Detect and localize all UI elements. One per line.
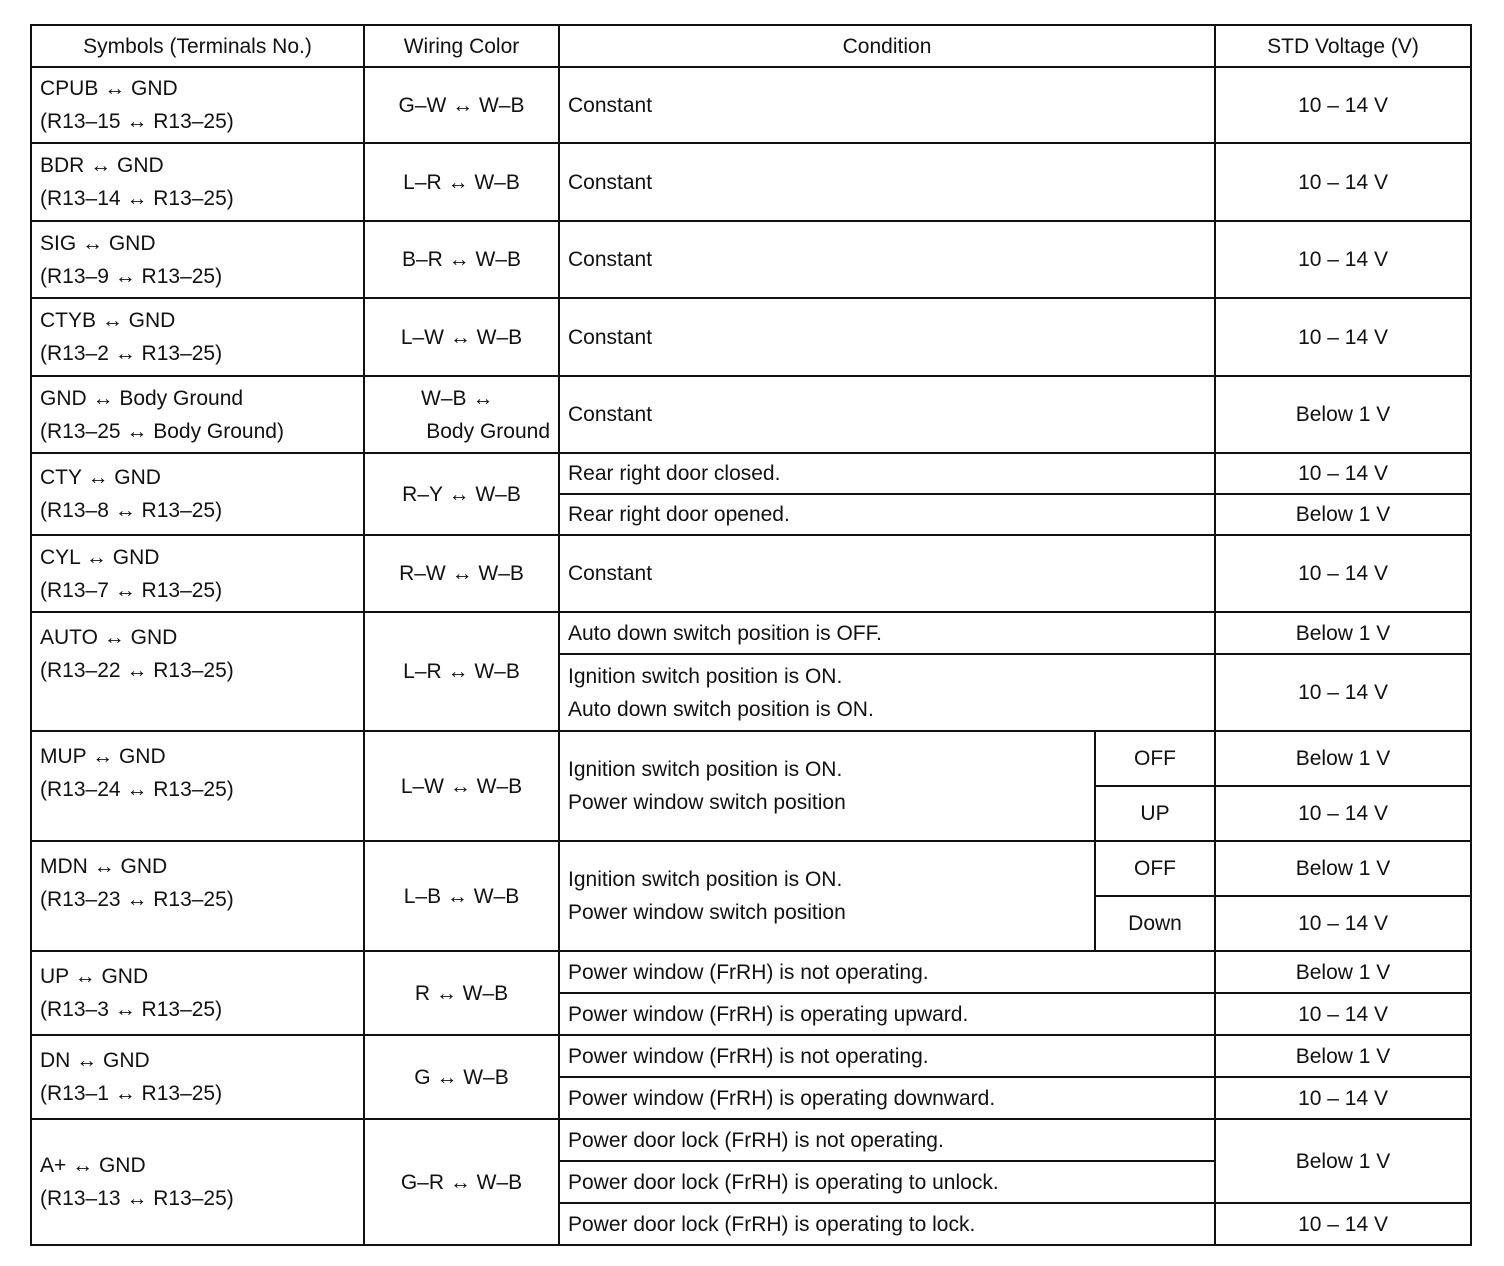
table-row xyxy=(31,221,1471,298)
table-row xyxy=(31,143,1471,221)
table-row xyxy=(31,1035,1471,1077)
terminal-voltage-table xyxy=(30,24,1472,1246)
table-row xyxy=(31,453,1471,494)
voltage-cell: 10 – 14 V xyxy=(1215,453,1471,494)
switch-position-cell: UP xyxy=(1095,786,1215,841)
condition-cell: Power door lock (FrRH) is operating to lock. xyxy=(559,1203,1215,1245)
wiring-cell: L–W ↔ W–B xyxy=(364,298,559,376)
condition-cell: Constant xyxy=(559,298,1215,376)
voltage-cell: Below 1 V xyxy=(1215,494,1471,535)
voltage-cell: 10 – 14 V xyxy=(1215,896,1471,951)
condition-cell: Ignition switch position is ON. Power window switch position xyxy=(559,731,1095,841)
symbol-cell: MUP ↔ GND (R13–24 ↔ R13–25) xyxy=(31,731,364,841)
symbol-cell: MDN ↔ GND (R13–23 ↔ R13–25) xyxy=(31,841,364,951)
wiring-cell: G–W ↔ W–B xyxy=(364,67,559,143)
table-row xyxy=(31,298,1471,376)
table-row xyxy=(31,731,1471,786)
symbol-cell: CTY ↔ GND (R13–8 ↔ R13–25) xyxy=(31,453,364,535)
voltage-cell: 10 – 14 V xyxy=(1215,298,1471,376)
symbol-cell: GND ↔ Body Ground (R13–25 ↔ Body Ground) xyxy=(31,376,364,453)
condition-cell: Rear right door opened. xyxy=(559,494,1215,535)
table-row xyxy=(31,612,1471,654)
wiring-cell: R ↔ W–B xyxy=(364,951,559,1035)
header-std-voltage: STD Voltage (V) xyxy=(1215,25,1471,67)
wiring-cell: L–R ↔ W–B xyxy=(364,612,559,731)
wiring-cell: R–W ↔ W–B xyxy=(364,535,559,612)
voltage-cell: Below 1 V xyxy=(1215,841,1471,896)
symbol-cell: SIG ↔ GND (R13–9 ↔ R13–25) xyxy=(31,221,364,298)
voltage-cell: 10 – 14 V xyxy=(1215,1203,1471,1245)
condition-cell: Power door lock (FrRH) is not operating. xyxy=(559,1119,1215,1161)
table-row xyxy=(31,1119,1471,1161)
voltage-cell: Below 1 V xyxy=(1215,951,1471,993)
voltage-cell: 10 – 14 V xyxy=(1215,993,1471,1035)
voltage-cell: Below 1 V xyxy=(1215,1035,1471,1077)
condition-cell: Constant xyxy=(559,143,1215,221)
symbol-cell: DN ↔ GND (R13–1 ↔ R13–25) xyxy=(31,1035,364,1119)
header-condition: Condition xyxy=(559,25,1215,67)
wiring-cell: L–B ↔ W–B xyxy=(364,841,559,951)
condition-cell: Power door lock (FrRH) is operating to unlock. xyxy=(559,1161,1215,1203)
condition-cell: Constant xyxy=(559,221,1215,298)
wiring-cell: G ↔ W–B xyxy=(364,1035,559,1119)
condition-cell: Constant xyxy=(559,67,1215,143)
symbol-cell: CYL ↔ GND (R13–7 ↔ R13–25) xyxy=(31,535,364,612)
switch-position-cell: OFF xyxy=(1095,731,1215,786)
wiring-cell: R–Y ↔ W–B xyxy=(364,453,559,535)
symbol-cell: A+ ↔ GND (R13–13 ↔ R13–25) xyxy=(31,1119,364,1245)
table-row xyxy=(31,841,1471,896)
voltage-cell: Below 1 V xyxy=(1215,731,1471,786)
wiring-cell: G–R ↔ W–B xyxy=(364,1119,559,1245)
voltage-cell: 10 – 14 V xyxy=(1215,67,1471,143)
voltage-cell: 10 – 14 V xyxy=(1215,221,1471,298)
condition-cell: Power window (FrRH) is operating upward. xyxy=(559,993,1215,1035)
voltage-cell: 10 – 14 V xyxy=(1215,654,1471,731)
wiring-cell: B–R ↔ W–B xyxy=(364,221,559,298)
wiring-cell: W–B ↔ Body Ground xyxy=(364,376,559,453)
voltage-cell: Below 1 V xyxy=(1215,376,1471,453)
header-symbols: Symbols (Terminals No.) xyxy=(31,25,364,67)
symbol-cell: UP ↔ GND (R13–3 ↔ R13–25) xyxy=(31,951,364,1035)
condition-cell: Rear right door closed. xyxy=(559,453,1215,494)
condition-cell: Constant xyxy=(559,535,1215,612)
voltage-cell: 10 – 14 V xyxy=(1215,1077,1471,1119)
header-row xyxy=(31,25,1471,67)
voltage-cell: Below 1 V xyxy=(1215,1119,1471,1203)
condition-cell: Constant xyxy=(559,376,1215,453)
symbol-cell: CPUB ↔ GND (R13–15 ↔ R13–25) xyxy=(31,67,364,143)
symbol-cell: CTYB ↔ GND (R13–2 ↔ R13–25) xyxy=(31,298,364,376)
condition-cell: Ignition switch position is ON. Power window switch position xyxy=(559,841,1095,951)
voltage-cell: 10 – 14 V xyxy=(1215,143,1471,221)
wiring-cell: L–R ↔ W–B xyxy=(364,143,559,221)
voltage-cell: 10 – 14 V xyxy=(1215,786,1471,841)
condition-cell: Ignition switch position is ON. Auto down switch position is ON. xyxy=(559,654,1215,731)
condition-cell: Power window (FrRH) is not operating. xyxy=(559,1035,1215,1077)
header-wiring-color: Wiring Color xyxy=(364,25,559,67)
condition-cell: Power window (FrRH) is operating downward. xyxy=(559,1077,1215,1119)
table-row xyxy=(31,376,1471,453)
switch-position-cell: Down xyxy=(1095,896,1215,951)
condition-cell: Power window (FrRH) is not operating. xyxy=(559,951,1215,993)
condition-cell: Auto down switch position is OFF. xyxy=(559,612,1215,654)
table-row xyxy=(31,535,1471,612)
switch-position-cell: OFF xyxy=(1095,841,1215,896)
table-row xyxy=(31,951,1471,993)
symbol-cell: AUTO ↔ GND (R13–22 ↔ R13–25) xyxy=(31,612,364,731)
voltage-cell: 10 – 14 V xyxy=(1215,535,1471,612)
voltage-cell: Below 1 V xyxy=(1215,612,1471,654)
symbol-cell: BDR ↔ GND (R13–14 ↔ R13–25) xyxy=(31,143,364,221)
table-row xyxy=(31,67,1471,143)
wiring-cell: L–W ↔ W–B xyxy=(364,731,559,841)
